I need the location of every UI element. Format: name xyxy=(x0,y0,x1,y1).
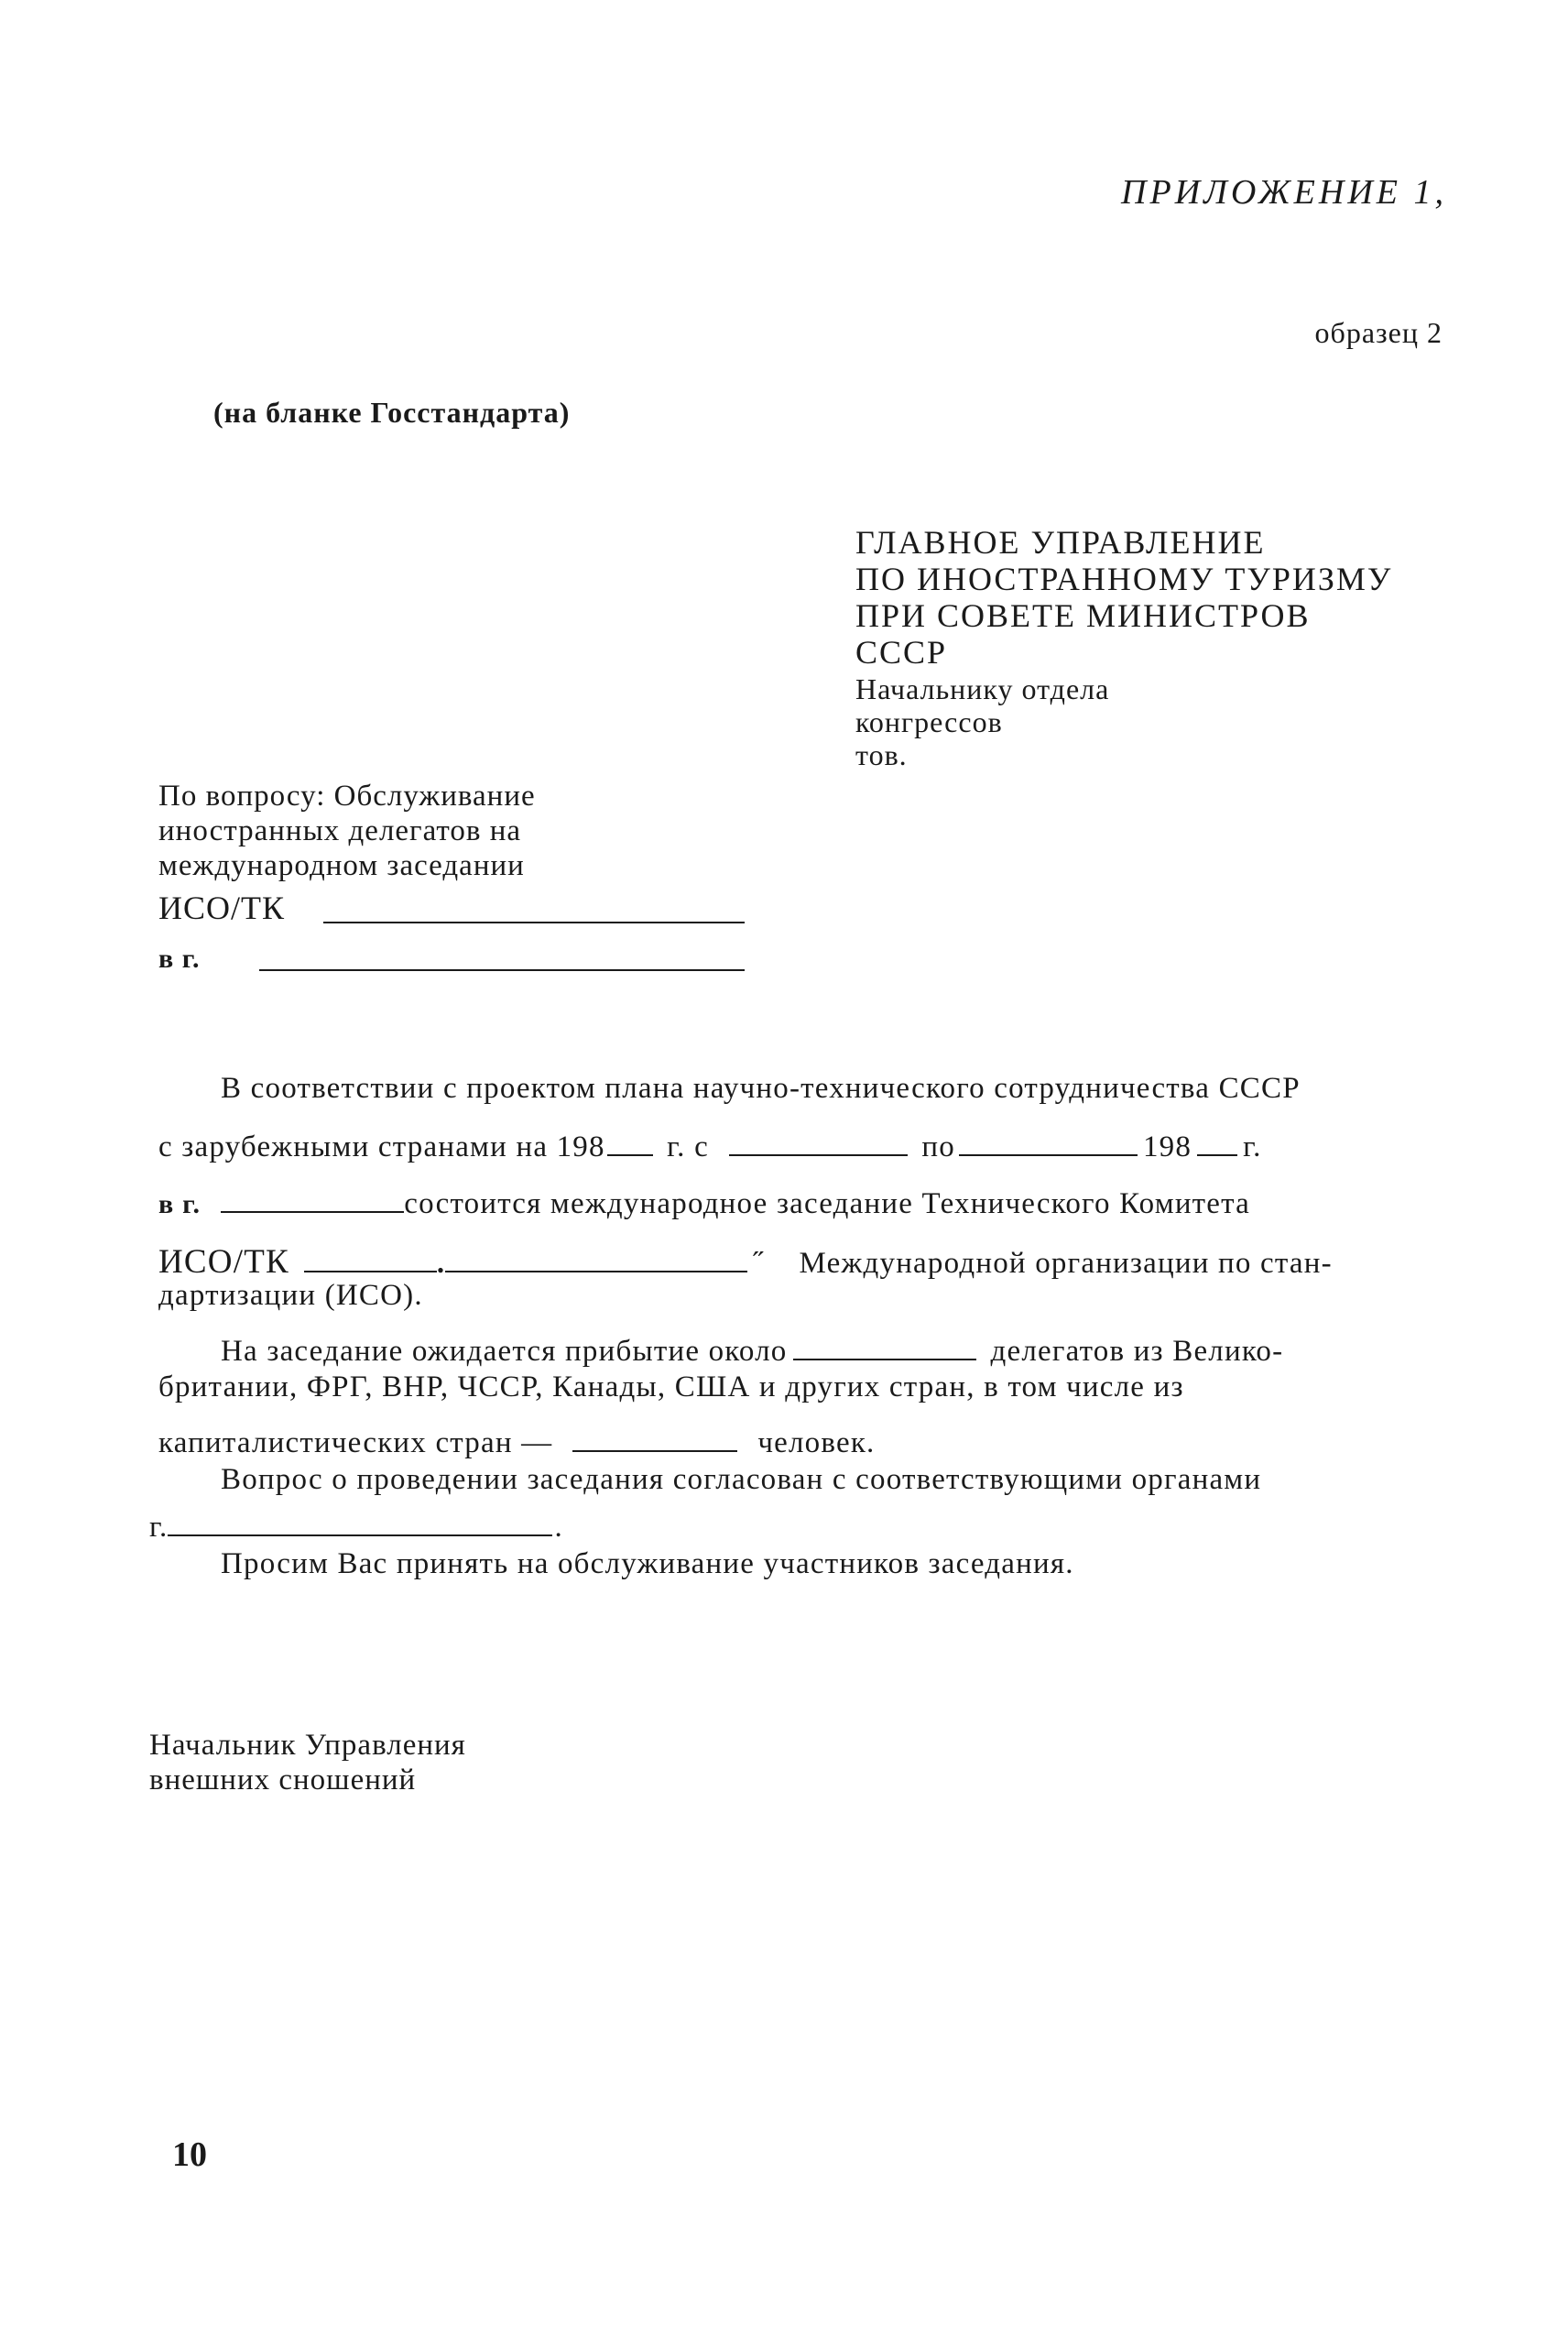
subject-block xyxy=(158,779,745,984)
text-segment: г. xyxy=(149,1511,169,1544)
paragraph-2-line-1 xyxy=(221,1335,1283,1369)
addressee-org-line: ПО ИНОСТРАННОМУ ТУРИЗМУ xyxy=(855,561,1393,597)
paragraph-1-line-1: В соответствии с проектом плана научно-технического сотрудничества СССР xyxy=(221,1072,1301,1105)
text-segment: делегатов из Велико- xyxy=(990,1335,1284,1368)
city-field xyxy=(158,942,745,984)
blank-line xyxy=(1197,1153,1237,1156)
blank-line xyxy=(729,1153,908,1156)
iso-tc-field xyxy=(158,890,745,936)
text-segment: 198 xyxy=(1142,1130,1192,1163)
addressee-org-line: СССР xyxy=(855,634,948,671)
paragraph-1-line-3 xyxy=(158,1187,1250,1221)
paragraph-1-line-2 xyxy=(158,1130,1262,1164)
addressee-recipient-line: конгрессов xyxy=(855,705,1003,738)
addressee-recipient-line: тов. xyxy=(855,738,908,771)
signature-line: внешних сношений xyxy=(149,1764,417,1796)
blank-line xyxy=(572,1449,737,1452)
blank-line xyxy=(793,1358,976,1360)
paragraph-2-line-2: британии, ФРГ, ВНР, ЧССР, Канады, США и других стран, в том числе из xyxy=(158,1370,1184,1403)
letterhead-note: (на бланке Госстандарта) xyxy=(213,396,571,429)
blank-line xyxy=(959,1153,1138,1156)
blank-line xyxy=(168,1534,552,1536)
text-segment: с зарубежными странами на 198 xyxy=(158,1130,605,1163)
iso-tc-blank-line xyxy=(323,922,745,923)
text-segment: г. с xyxy=(667,1130,709,1163)
text-segment: Международной организации по стан- xyxy=(799,1247,1333,1280)
iso-tc-label: ИСО/ТК xyxy=(158,890,286,926)
text-segment: состоится международное заседание Технического Комитета xyxy=(404,1187,1251,1220)
blank-line xyxy=(607,1153,653,1156)
text-segment: по xyxy=(921,1130,955,1163)
text-segment: г. xyxy=(1243,1130,1262,1163)
paragraph-3-line-1: Вопрос о проведении заседания согласован с соответствующими органами xyxy=(221,1463,1262,1496)
signature-block xyxy=(149,1728,466,1797)
subject-line: международном заседании xyxy=(158,849,525,882)
paragraph-4: Просим Вас принять на обслуживание участников заседания. xyxy=(221,1547,1074,1580)
addressee-block xyxy=(855,524,1392,771)
text-segment: капиталистических стран — xyxy=(158,1426,553,1459)
blank-line xyxy=(221,1210,404,1213)
addressee-org-line: ПРИ СОВЕТЕ МИНИСТРОВ xyxy=(855,597,1311,634)
subject-line: По вопросу: Обслуживание xyxy=(158,780,536,813)
text-segment: На заседание ожидается прибытие около xyxy=(221,1335,788,1368)
text-segment: ИСО/ТК xyxy=(158,1243,289,1281)
blank-line xyxy=(445,1270,747,1272)
addressee-recipient-line: Начальнику отдела xyxy=(855,672,1110,705)
city-label: в г. xyxy=(158,944,201,974)
text-segment: человек. xyxy=(757,1426,876,1459)
paragraph-1-line-4: ИСО/ТК . ˝ Международной организации по стан- xyxy=(158,1243,1333,1281)
text-segment: в г. xyxy=(158,1189,201,1219)
paragraph-1-line-5: дартизации (ИСО). xyxy=(158,1279,423,1312)
signature-line: Начальник Управления xyxy=(149,1729,466,1762)
addressee-org-line: ГЛАВНОЕ УПРАВЛЕНИЕ xyxy=(855,524,1266,561)
city-blank-line xyxy=(259,969,745,971)
page-number: 10 xyxy=(172,2135,207,2174)
paragraph-3-line-2: г. . xyxy=(149,1511,563,1544)
sample-label: образец 2 xyxy=(1314,316,1443,349)
appendix-label: ПРИЛОЖЕНИЕ 1, xyxy=(1121,173,1447,212)
paragraph-2-line-3 xyxy=(158,1426,876,1460)
blank-line xyxy=(304,1270,437,1272)
subject-line: иностранных делегатов на xyxy=(158,814,522,847)
